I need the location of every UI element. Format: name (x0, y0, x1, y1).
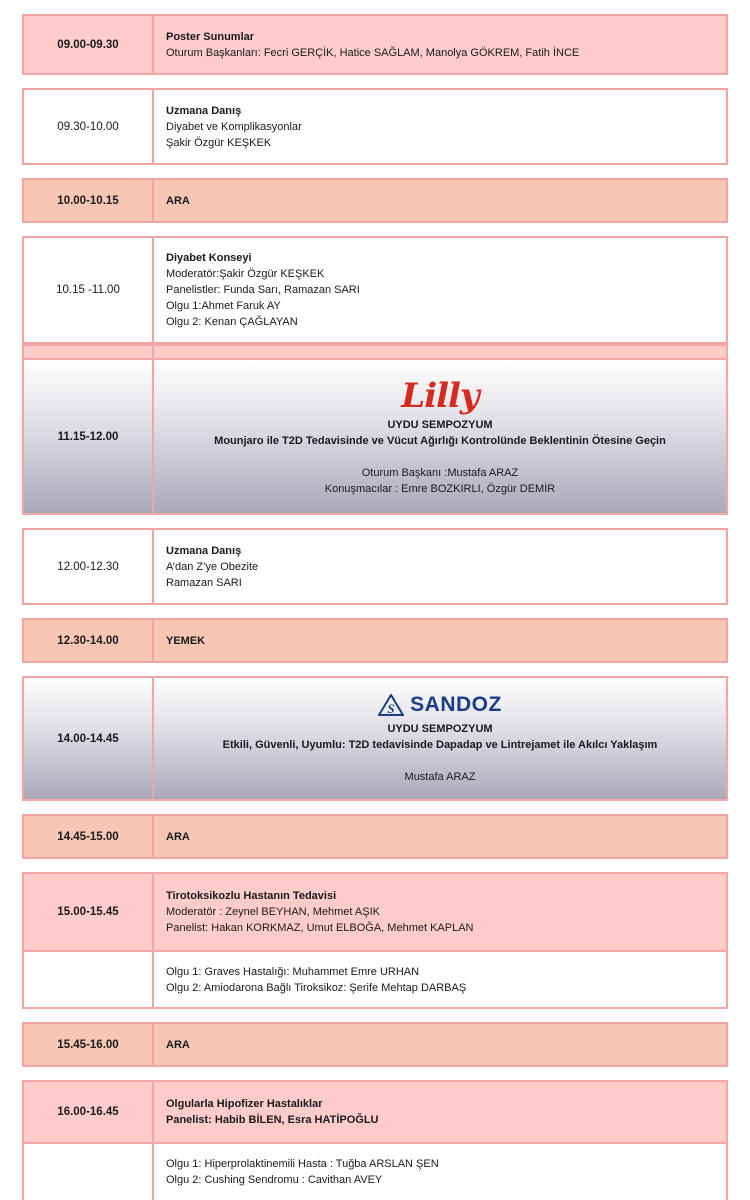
session-title: Uzmana Danış (166, 544, 242, 557)
empty-time-cell (24, 1144, 154, 1200)
session-time: 09.30-10.00 (24, 90, 154, 163)
case-line: Olgu 2: Cushing Sendromu : Cavithan AVEY (166, 1174, 383, 1186)
session-line: Panelistler: Funda Sarı, Ramazan SARI (166, 284, 360, 296)
session-time: 15.00-15.45 (24, 874, 154, 950)
session-time: 12.30-14.00 (24, 620, 154, 661)
spacer-cell (154, 346, 726, 358)
session-content (154, 530, 726, 603)
case-line: Olgu 2: Amiodarona Bağlı Tiroksikoz: Şerife Mehtap DARBAŞ (166, 981, 467, 994)
svg-text:S: S (387, 700, 395, 716)
session-speakers: Konuşmacılar : Emre BOZKIRLI, Özgür DEMİR (324, 482, 556, 495)
session-chair: Oturum Başkanı :Mustafa ARAZ (361, 466, 519, 479)
case-list (154, 952, 726, 1007)
session-block-uzmana-danis-2 (22, 528, 728, 605)
sandoz-emblem-icon (378, 694, 404, 716)
session-title: Diyabet Konseyi (166, 252, 252, 264)
case-line: Olgu 1: Hiperprolaktinemili Hasta : Tuğba ARSLAN ŞEN (166, 1158, 439, 1170)
session-line: Moderatör : Zeynel BEYHAN, Mehmet AŞIK (166, 906, 380, 918)
session-line: A’dan Z’ye Obezite (166, 560, 259, 573)
session-title: Uzmana Danış (166, 104, 242, 117)
session-content (154, 238, 726, 342)
session-title: Etkili, Güvenli, Uyumlu: T2D tedavisinde Dapadap ve Lintrejamet ile Akılcı Yaklaşım (222, 738, 658, 751)
session-line: Panelist: Hakan KORKMAZ, Umut ELBOĞA, Mehmet KAPLAN (166, 922, 474, 934)
session-line: Diyabet ve Komplikasyonlar (166, 120, 302, 133)
session-line: Panelist: Habib BİLEN, Esra HATİPOĞLU (166, 1114, 379, 1126)
session-block-tirotoksikoz (22, 872, 728, 1009)
lilly-logo: Lilly (401, 375, 479, 416)
session-content (154, 874, 726, 950)
case-list (154, 1144, 726, 1200)
session-time: 10.15 -11.00 (24, 238, 154, 342)
session-line: Moderatör:Şakir Özgür KEŞKEK (166, 268, 325, 280)
session-content (154, 360, 726, 513)
session-time: 15.45-16.00 (24, 1024, 154, 1065)
session-speaker: Mustafa ARAZ (404, 770, 476, 783)
session-time: 10.00-10.15 (24, 180, 154, 221)
session-time: 16.00-16.45 (24, 1082, 154, 1142)
session-block-sandoz-symposium (22, 676, 728, 801)
session-block-uzmana-danis-1 (22, 88, 728, 165)
case-line: Olgu 1: Graves Hastalığı: Muhammet Emre URHAN (166, 965, 420, 978)
spacer-cell (24, 346, 154, 358)
session-block-lunch (22, 618, 728, 663)
session-block-hipofizer (22, 1080, 728, 1200)
session-title: Tirotoksikozlu Hastanın Tedavisi (166, 890, 337, 902)
session-content (154, 90, 726, 163)
sandoz-wordmark: SANDOZ (410, 692, 502, 716)
session-title: ARA (166, 830, 190, 843)
session-block-poster (22, 14, 728, 75)
sandoz-logo (378, 693, 502, 717)
session-time: 09.00-09.30 (24, 16, 154, 73)
session-content (154, 678, 726, 799)
session-block-break-2 (22, 814, 728, 859)
session-title: ARA (166, 194, 190, 207)
session-time: 14.00-14.45 (24, 678, 154, 799)
symposium-label: UYDU SEMPOZYUM (387, 418, 493, 431)
session-title: ARA (166, 1038, 190, 1051)
session-line: Olgu 1:Ahmet Faruk AY (166, 300, 281, 312)
session-time: 12.00-12.30 (24, 530, 154, 603)
session-line: Olgu 2: Kenan ÇAĞLAYAN (166, 316, 298, 328)
session-block-break-1 (22, 178, 728, 223)
session-title: Mounjaro ile T2D Tedavisinde ve Vücut Ağırlığı Kontrolünde Beklentinin Ötesine Geçin (214, 434, 666, 447)
session-title: Poster Sunumlar (166, 30, 255, 43)
session-block-diyabet-konseyi (22, 236, 728, 344)
session-title: Olgularla Hipofizer Hastalıklar (166, 1098, 323, 1110)
session-block-lilly-symposium (22, 344, 728, 515)
session-time: 11.15-12.00 (24, 360, 154, 513)
session-time: 14.45-15.00 (24, 816, 154, 857)
session-title: YEMEK (166, 634, 206, 647)
spacer-row (24, 346, 726, 358)
session-content (154, 1082, 726, 1142)
symposium-label: UYDU SEMPOZYUM (387, 722, 493, 735)
session-line: Ramazan SARI (166, 576, 242, 589)
session-line: Şakir Özgür KEŞKEK (166, 136, 272, 149)
session-content (154, 16, 726, 73)
session-block-break-3 (22, 1022, 728, 1067)
empty-time-cell (24, 952, 154, 1007)
session-line: Oturum Başkanları: Fecri GERÇİK, Hatice SAĞLAM, Manolya GÖKREM, Fatih İNCE (166, 46, 580, 59)
